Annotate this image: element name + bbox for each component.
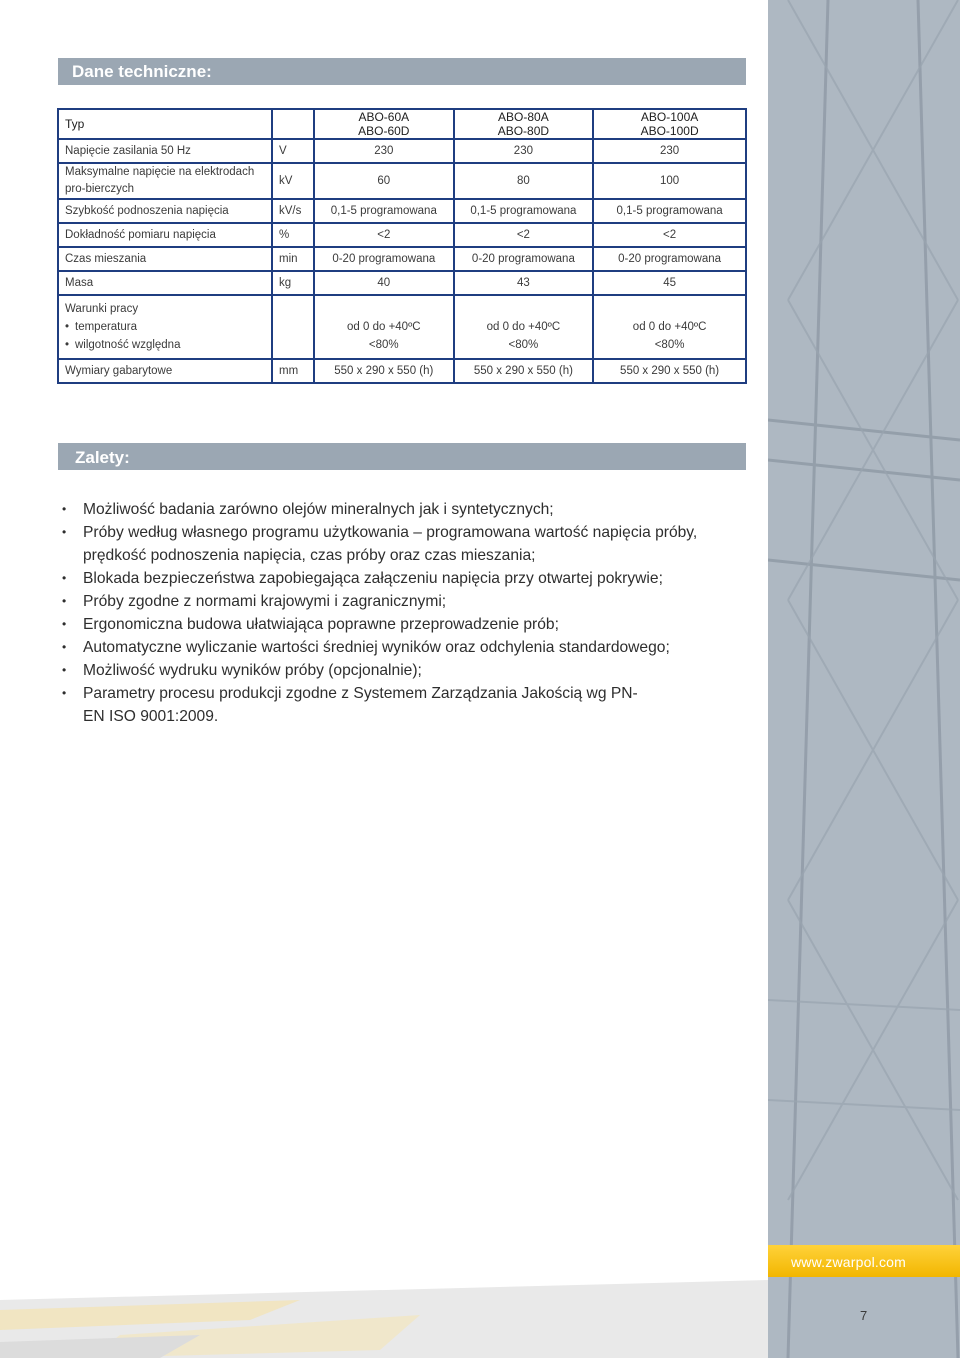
spec-table [57,108,747,384]
table-row: Szybkość podnoszenia napięcia kV/s 0,1-5 programowana 0,1-5 programowana 0,1-5 programowana [58,199,746,223]
model-group-2: ABO-80AABO-80D [454,109,594,139]
list-item: • Automatyczne wyliczanie wartości średniej wyników oraz odchylenia standardowego; [62,636,752,659]
page-number: 7 [860,1308,868,1323]
list-item: • Próby zgodne z normami krajowymi i zagranicznymi; [62,590,752,613]
tech-data-header [58,58,746,85]
list-item: • Możliwość badania zarówno olejów mineralnych jak i syntetycznych; [62,498,752,521]
advantages-title: Zalety: [75,448,130,467]
list-item: • Możliwość wydruku wyników próby (opcjonalnie); [62,659,752,682]
model-group-1: ABO-60AABO-60D [314,109,454,139]
type-label: Typ [58,109,272,139]
table-header-row [58,109,746,139]
list-item: • Ergonomiczna budowa ułatwiająca poprawne przeprowadzenie prób; [62,613,752,636]
table-row: Napięcie zasilania 50 Hz V 230 230 230 [58,139,746,163]
advantages-header [58,443,746,470]
list-item: • Próby według własnego programu użytkowania – programowana wartość napięcia próby, prędkość podnoszenia napięcia, czas próby oraz czas mieszania; [62,521,733,567]
table-row: Wymiary gabarytowe mm 550 x 290 x 550 (h) 550 x 290 x 550 (h) 550 x 290 x 550 (h) [58,359,746,383]
list-item: • Blokada bezpieczeństwa zapobiegająca załączeniu napięcia przy otwartej pokrywie; [62,567,752,590]
tech-data-title: Dane techniczne: [72,62,212,81]
decorative-bottom-band [0,1280,768,1358]
pylon-illustration [768,0,960,1358]
website-url[interactable]: www.zwarpol.com [791,1254,907,1270]
model-group-3: ABO-100AABO-100D [593,109,746,139]
table-row-conditions: Warunki pracy • temperatura • wilgotność względna od 0 do +40ºC <80% od 0 do +40ºC <80% od 0 do +40ºC <80% [58,295,746,359]
advantages-list [62,498,752,728]
table-row: Maksymalne napięcie na elektrodach pro-bierczych kV 60 80 100 [58,163,746,199]
decorative-pylon-panel [768,0,960,1358]
table-row: Czas mieszania min 0-20 programowana 0-20 programowana 0-20 programowana [58,247,746,271]
table-row: Masa kg 40 43 45 [58,271,746,295]
list-item: • Parametry procesu produkcji zgodne z Systemem Zarządzania Jakością wg PN-EN ISO 9001:2009. [62,682,643,728]
table-row: Dokładność pomiaru napięcia % <2 <2 <2 [58,223,746,247]
